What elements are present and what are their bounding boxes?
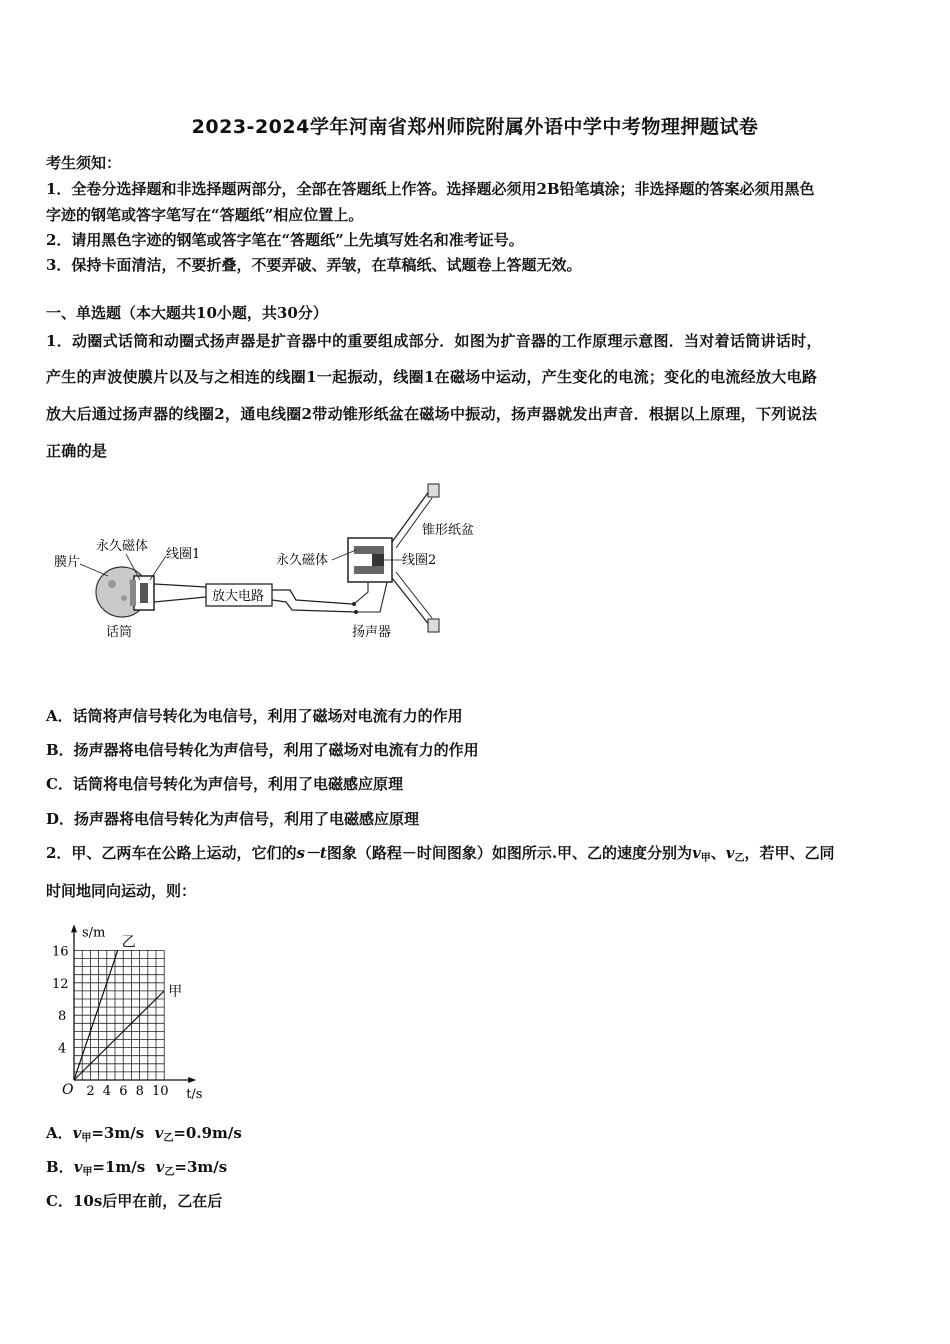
x-axis-arrow: [188, 1077, 196, 1083]
notice-item-3: 3．保持卡面清洁，不要折叠，不要弄破、弄皱，在草稿纸、试题卷上答题无效。: [46, 256, 582, 274]
notice-heading: 考生须知：: [46, 154, 122, 172]
x-tick-label: 10: [152, 1084, 169, 1099]
x-tick-label: 8: [135, 1084, 144, 1099]
coil-2-label: 线圈2: [402, 553, 437, 568]
question-1-option-c[interactable]: C．话筒将电信号转化为声信号，利用了电磁感应原理: [46, 775, 403, 793]
origin-label: O: [62, 1082, 74, 1098]
notice-item-1-line-2: 字迹的钢笔或答字笔写在“答题纸”相应位置上。: [46, 206, 364, 224]
question-1-option-b[interactable]: B．扬声器将电信号转化为声信号，利用了磁场对电流有力的作用: [46, 741, 479, 759]
question-1-line-3: 放大后通过扬声器的线圈2，通电线圈2带动锥形纸盆在磁场中振动，扬声器就发出声音．根据以上原理，下列说法: [46, 405, 818, 423]
question-1-line-4: 正确的是: [46, 442, 108, 460]
y-axis-label: s/m: [82, 925, 106, 941]
question-2-option-c[interactable]: C．10s后甲在前，乙在后: [46, 1192, 223, 1210]
microphone-label: 话筒: [106, 625, 133, 640]
question-2-line-1: 2．甲、乙两车在公路上运动，它们的s－t图象（路程－时间图象）如图所示.甲、乙的速度分别为$v_甲$、$v_乙$，若甲、乙同: [46, 844, 835, 864]
question-1-option-d[interactable]: D．扬声器将电信号转化为声信号，利用了电磁感应原理: [46, 810, 420, 828]
st-chart: [40, 905, 320, 1105]
x-tick-label: 6: [119, 1084, 128, 1099]
y-axis-arrow: [71, 924, 77, 932]
notice-item-2: 2．请用黑色字迹的钢笔或答字笔在“答题纸”上先填写姓名和准考证号。: [46, 231, 524, 249]
question-1-line-1: 1．动圈式话筒和动圈式扬声器是扩音器中的重要组成部分．如图为扩音器的工作原理示意图．当对着话筒讲话时，: [46, 332, 822, 350]
speaker-label: 扬声器: [352, 625, 392, 640]
coil-1-label: 线圈1: [166, 547, 201, 562]
question-2-option-a[interactable]: A．$v_甲=3m/s$ $v_乙=0.9m/s$: [46, 1124, 242, 1144]
amplifier-diagram: [50, 480, 490, 650]
cone-label: 锥形纸盆: [422, 523, 475, 538]
series-label: 乙: [121, 934, 136, 951]
section-heading: 一、单选题（本大题共10小题，共30分）: [46, 304, 328, 322]
x-axis-label: t/s: [186, 1087, 203, 1102]
x-tick-label: 4: [102, 1084, 112, 1099]
y-tick-label: 8: [58, 1009, 67, 1025]
notice-item-1-line-1: 1．全卷分选择题和非选择题两部分，全部在答题纸上作答。选择题必须用2B铅笔填涂；非选择题的答案必须用黑色: [46, 180, 815, 198]
series-line: [74, 991, 164, 1080]
question-1-option-a[interactable]: A．话筒将声信号转化为电信号，利用了磁场对电流有力的作用: [46, 707, 463, 725]
magnet-1-label: 永久磁体: [96, 539, 149, 554]
series-label: 甲: [168, 983, 183, 1000]
y-tick-label: 16: [52, 944, 69, 960]
question-2-option-b[interactable]: B．$v_甲=1m/s$ $v_乙=3m/s$: [46, 1158, 228, 1178]
page-title: 2023-2024学年河南省郑州师院附属外语中学中考物理押题试卷: [191, 116, 759, 138]
amplifier-label: 放大电路: [212, 589, 265, 604]
magnet-2-label: 永久磁体: [276, 553, 329, 568]
y-tick-label: 4: [58, 1041, 67, 1057]
question-2-line-2: 时间地同向运动，则：: [46, 882, 197, 900]
question-1-line-2: 产生的声波使膜片以及与之相连的线圈1一起振动，线圈1在磁场中运动，产生变化的电流；变化的电流经放大电路: [46, 368, 818, 386]
y-tick-label: 12: [52, 976, 69, 992]
x-tick-label: 2: [86, 1084, 95, 1099]
membrane-label: 膜片: [54, 555, 81, 570]
